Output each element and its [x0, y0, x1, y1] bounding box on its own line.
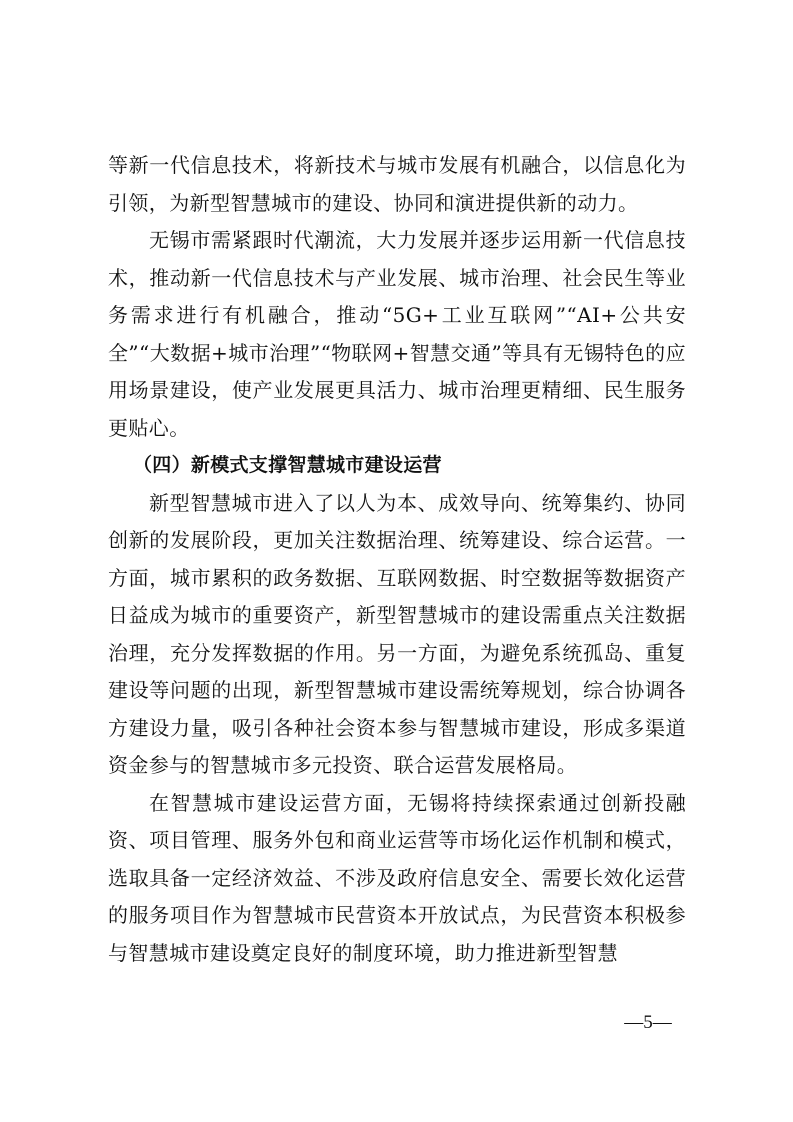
page-number: —5—	[624, 1012, 672, 1033]
paragraph-continuation: 等新一代信息技术，将新技术与城市发展有机融合，以信息化为引领，为新型智慧城市的建设、协同和演进提供新的动力。	[108, 153, 686, 215]
paragraph-new-model: 新型智慧城市进入了以人为本、成效导向、统筹集约、协同创新的发展阶段，更加关注数据治理、统筹建设、综合运营。一方面，城市累积的政务数据、互联网数据、时空数据等数据资产日益成为城市的重要资产，新型智慧城市的建设需重点关注数据治理，充分发挥数据的作用。另一方面，为避免系统孤岛、重复建设等问题的出现，新型智慧城市建设需统筹规划，综合协调各方建设力量，吸引各种社会资本参与智慧城市建设，形成多渠道资金参与的智慧城市多元投资、联合运营发展格局。	[108, 490, 686, 777]
paragraph-wuxi-new-tech: 无锡市需紧跟时代潮流，大力发展并逐步运用新一代信息技术，推动新一代信息技术与产业发展、城市治理、社会民生等业务需求进行有机融合，推动“5G+工业互联网”“AI+公共安全”“大数据+城市治理”“物联网+智慧交通”等具有无锡特色的应用场景建设，使产业发展更具活力、城市治理更精细、民生服务更贴心。	[108, 228, 686, 440]
paragraph-construction-operation: 在智慧城市建设运营方面，无锡将持续探索通过创新投融资、项目管理、服务外包和商业运营等市场化运作机制和模式，选取具备一定经济效益、不涉及政府信息安全、需要长效化运营的服务项目作为智慧城市民营资本开放试点，为民营资本积极参与智慧城市建设奠定良好的制度环境，助力推进新型智慧	[108, 790, 686, 965]
document-body	[108, 147, 686, 972]
section-heading: （四）新模式支撑智慧城市建设运营	[133, 454, 442, 476]
